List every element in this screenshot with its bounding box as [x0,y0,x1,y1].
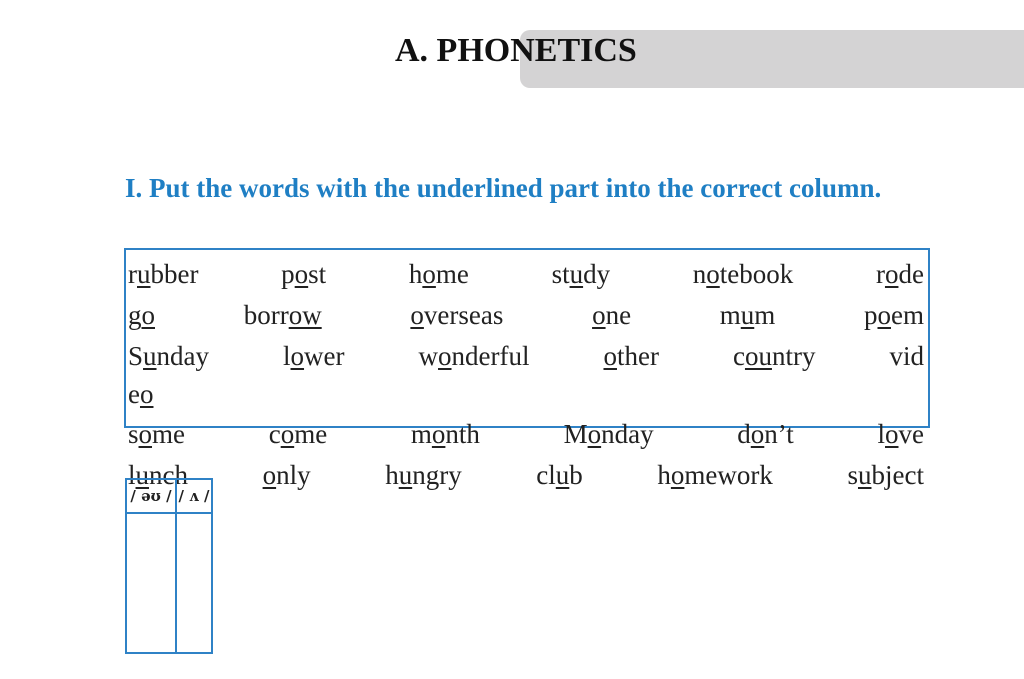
word-row [128,340,924,372]
underlined-part: o [884,259,899,289]
word-item: Monday [563,419,654,449]
answer-cell-ou[interactable] [126,513,176,653]
wrapped-word-fragment [128,378,153,410]
word-item: borrow [243,300,322,330]
underlined-part: o [138,419,153,449]
underlined-part: o [670,460,685,490]
exercise-instruction: I. Put the words with the underlined part into the correct column. [125,173,882,203]
underlined-part: o [141,300,155,330]
word-item: study [551,259,611,289]
column-header-uh: / ʌ / [176,479,212,513]
underlined-part: u [135,460,150,490]
answer-cell-uh[interactable] [176,513,212,653]
underlined-part: o [290,341,305,371]
word-item: rubber [128,259,199,289]
word-item: wonderful [418,341,530,371]
word-row [128,299,924,331]
underlined-part: o [706,259,720,289]
word-row [128,258,924,290]
word-item: overseas [410,300,504,330]
word-item: notebook [692,259,794,289]
underlined-part: o [139,379,154,409]
word-item: go [128,300,155,330]
phonetics-table [125,478,213,654]
word-item: hungry [385,460,462,490]
underlined-part: o [422,259,436,289]
word-row [128,418,924,450]
word-item: one [592,300,632,330]
word-item: lunch [128,460,188,490]
word-row [128,459,924,491]
word-item: month [410,419,480,449]
word-item: come [268,419,328,449]
word-item: rode [875,259,924,289]
word-item: subject [847,460,924,490]
word-item: love [877,419,924,449]
underlined-part: o [592,300,606,330]
underlined-part: u [555,460,570,490]
underlined-part: o [294,259,309,289]
underlined-part: o [750,419,765,449]
underlined-part: u [143,341,157,371]
word-item: other [603,341,659,371]
section-title: A. PHONETICS [395,32,637,69]
underlined-part: o [280,419,295,449]
underlined-part: o [410,300,424,330]
word-item: home [408,259,469,289]
underlined-part: ow [288,300,322,330]
underlined-part: o [438,341,452,371]
word-item: vid [889,341,924,371]
word-item: some [128,419,186,449]
word-item: country [732,341,816,371]
word-item: post [281,259,327,289]
underlined-part: u [857,460,872,490]
underlined-part: o [877,300,891,330]
word-item: only [262,460,311,490]
word-item: homework [657,460,773,490]
underlined-part: u [740,300,755,330]
underlined-part: o [262,460,277,490]
underlined-part: u [569,259,584,289]
word-item: don’t [737,419,794,449]
word-item: lower [283,341,345,371]
underlined-part: o [885,419,899,449]
word-item: eo [128,379,154,409]
underlined-part: u [398,460,413,490]
word-item: club [536,460,583,490]
underlined-part: o [603,341,617,371]
word-item: poem [863,300,924,330]
underlined-part: ou [744,341,772,371]
word-item: Sunday [128,341,210,371]
column-header-ou: / əʊ / [126,479,176,513]
word-item: mum [719,300,776,330]
underlined-part: u [137,259,151,289]
underlined-part: o [587,419,602,449]
underlined-part: o [431,419,446,449]
